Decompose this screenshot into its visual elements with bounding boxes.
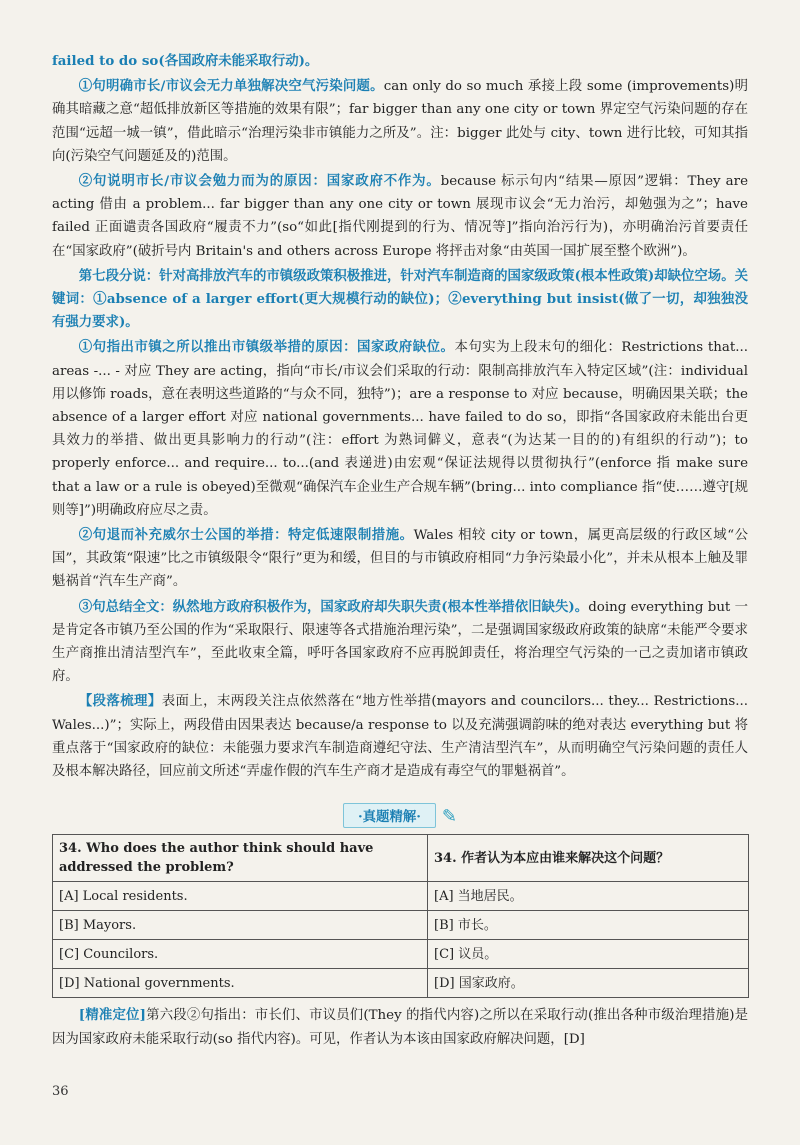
paragraph-4-text: 本句实为上段末句的细化：Restrictions that... areas -... - 对应 They are acting，指向“市长/市议会们采取的行动：限制高排放汽车入特定区域”(注：individual 用以修饰 roads，意在表明这些道路的“与众不同，独特”)；are a response to 对应 because，明确因果关联；the absence of a larger effort 对应 national governments... have failed to do so，即指“各国家政府未能出台更具效力的举措、做出更具影响力的行动”(注：effort 为熟词僻义，意表“(为达某一目的的)有组织的行动”)；to properly enforce... and require... to...(and 表递进)由宏观“保证法规得以贯彻执行”(enforce 指 make sure that a law or a rule is obeyed)至微观“确保汽车企业生产合规车辆”(bring... into compliance 指“使……遵守[规则等]”)明确政府应尽之责。 [52,340,748,518]
paragraph-2-lead: ②句说明市长/市议会勉力而为的原因：国家政府不作为。 [78,173,441,190]
paragraph-0-text: failed to do so(各国政府未能采取行动)。 [52,53,319,69]
paragraph-7 [52,690,748,783]
page-number: 36 [52,1084,69,1099]
paragraph-6-text: doing everything but 一是肯定各市镇乃至公国的作为“采取限行、限速等各式措施治理污染”，二是强调国家级政府政策的缺席“未能严令要求生产商推出清洁型汽车”，至此收束全篇，呼吁各国家政府不应再脱卸责任，将治理空气污染的一己之责加诸市镇政府。 [52,599,748,685]
paragraph-3 [52,265,748,335]
option-b-en: [B] Mayors. [53,911,428,940]
option-a-en: [A] Local residents. [53,882,428,911]
option-c-zh: [C] 议员。 [428,940,749,969]
paragraph-1 [52,75,748,168]
paragraph-5 [52,524,748,594]
paragraph-5-lead: ②句退而补充威尔士公国的举措：特定低速限制措施。 [78,527,414,544]
section-tag [52,803,748,828]
paragraph-4 [52,336,748,522]
paragraph-1-text: can only do so much 承接上段 some (improvements)明确其暗藏之意“超低排放新区等措施的效果有限”；far bigger than any one city or town 界定空气污染问题的存在范围“远超一城一镇”，借此暗示“治理污染非市镇能力之所及”。注：bigger 此处与 city、town 进行比较，可知其指向(污染空气问题延及的)范围。 [52,79,748,164]
table-row [53,969,749,998]
paragraph-2 [52,170,748,263]
option-d-zh: [D] 国家政府。 [428,969,749,998]
option-a-zh: [A] 当地居民。 [428,882,749,911]
paragraph-7-text: 表面上，末两段关注点依然落在“地方性举措(mayors and councilors... they... Restrictions... Wales...)”；实际上，两段借由因果表达 because/a response to 以及充满强调韵味的绝对表达 everything but 将重点落于“国家政府的缺位：未能强力要求汽车制造商遵纪守法、生产清洁型汽车”，从而明确空气污染问题的责任人及根本解决路径，回应前文所述“弄虚作假的汽车生产商才是造成有毒空气的罪魁祸首”。 [52,694,748,780]
question-zh: 34. 作者认为本应由谁来解决这个问题？ [428,835,749,882]
paragraph-3-lead: 第七段分说：针对高排放汽车的市镇级政策积极推进，针对汽车制造商的国家级政策(根本性政策)却缺位空场。关键词：①absence of a larger effort(更大规模行动的缺位)；②everything but insist(做了一切，却独独没有强力要求)。 [52,267,748,331]
paragraph-6 [52,596,748,689]
option-b-zh: [B] 市长。 [428,911,749,940]
analysis-paragraph [52,1004,748,1050]
section-tag-label: ·真题精解· [343,803,436,828]
table-row [53,835,749,882]
table-row [53,882,749,911]
question-table [52,834,749,998]
analysis-lead: [精准定位] [78,1007,146,1024]
paragraph-7-lead: 【段落梳理】 [78,693,162,710]
table-row [53,911,749,940]
paragraph-2-text: because 标示句内“结果—原因”逻辑：They are acting 借由 a problem... far bigger than any one city or town 展现市议会“无力治污，却勉强为之”；have failed 正面谴责各国政府“履责不力”(so“如此[指代刚提到的行为、情况等]”指向治污行为)，亦明确治污首要责任在“国家政府”(破折号内 Britain's and others across Europe 将抨击对象“由英国一国扩展至整个欧洲”)。 [52,174,748,259]
option-c-en: [C] Councilors. [53,940,428,969]
feather-icon: ✎ [441,806,457,828]
question-en: 34. Who does the author think should have addressed the problem? [53,835,428,882]
table-row [53,940,749,969]
paragraph-6-lead: ③句总结全文：纵然地方政府积极作为，国家政府却失职失责(根本性举措依旧缺失)。 [78,598,589,615]
paragraph-4-lead: ①句指出市镇之所以推出市镇级举措的原因：国家政府缺位。 [78,339,455,356]
option-d-en: [D] National governments. [53,969,428,998]
paragraph-0 [52,50,748,73]
analysis-text: 第六段②句指出：市长们、市议员们(They 的指代内容)之所以在采取行动(推出各种市级治理措施)是因为国家政府未能采取行动(so 指代内容)。可见，作者认为本该由国家政府解决问题，[D] [52,1008,748,1047]
body-text [52,50,748,783]
paragraph-5-text: Wales 相较 city or town，属更高层级的行政区域“公国”，其政策“限速”比之市镇级限令“限行”更为和缓，但目的与市镇政府相同“力争污染最小化”，并未从根本上触及罪魁祸首“汽车生产商”。 [52,528,748,590]
paragraph-1-lead: ①句明确市长/市议会无力单独解决空气污染问题。 [78,78,384,95]
